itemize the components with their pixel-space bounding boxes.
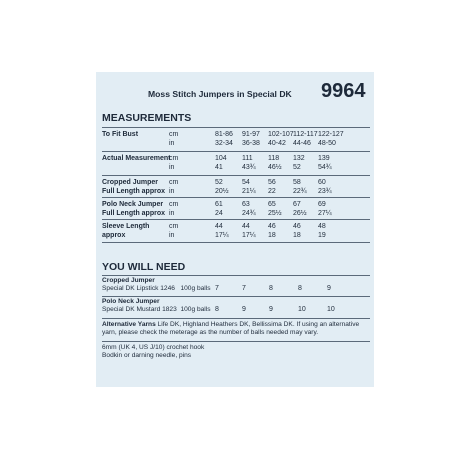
table-cell: 24¾ (242, 209, 256, 217)
table-row (102, 197, 370, 220)
table-cell: 18 (293, 231, 301, 239)
you-will-need-heading: YOU WILL NEED (102, 261, 186, 273)
table-cell: 46 (293, 223, 301, 230)
table-cell: 69 (318, 201, 326, 208)
table-cell: 32-34 (215, 139, 233, 147)
measurements-heading: MEASUREMENTS (102, 112, 192, 124)
row-label: Cropped Jumper (102, 179, 159, 186)
table-cell: 63 (242, 201, 250, 208)
table-cell: 18 (268, 231, 276, 239)
table-cell: 56 (268, 179, 276, 186)
row-label: Full Length approx (102, 209, 165, 217)
yarn-detail: Special DK Lipstick 1246 100g balls (102, 285, 211, 293)
table-cell: 44-46 (293, 139, 311, 147)
table-row (102, 151, 370, 174)
table-cell: 65 (268, 201, 276, 208)
table-cell: 48 (318, 223, 326, 230)
yarn-qty: 8 (215, 306, 219, 314)
table-cell: 44 (242, 223, 250, 230)
table-cell: 40-42 (268, 139, 286, 147)
table-cell: 23¾ (318, 187, 332, 195)
yarn-detail: Special DK Mustard 1823 100g balls (102, 306, 211, 314)
table-cell: 54 (242, 179, 250, 186)
row-label: Actual Measurement (102, 155, 171, 162)
unit-in: in (169, 231, 175, 239)
pattern-title: Moss Stitch Jumpers in Special DK (148, 89, 292, 99)
table-cell: 21¼ (242, 187, 256, 195)
table-row (102, 127, 370, 150)
unit-cm: cm (169, 155, 179, 162)
divider (102, 242, 370, 243)
unit-in: in (169, 187, 175, 195)
yarn-name: Cropped Jumper (102, 277, 155, 284)
table-cell: 118 (268, 155, 280, 162)
table-cell: 43¾ (242, 163, 256, 171)
yarn-qty: 8 (269, 285, 273, 293)
table-cell: 111 (242, 155, 253, 162)
pattern-header (148, 78, 370, 104)
unit-in: in (169, 139, 175, 147)
yarn-qty: 7 (215, 285, 219, 293)
table-cell: 102-107 (268, 131, 294, 138)
table-cell: 112-117 (293, 131, 318, 138)
table-cell: 17¼ (215, 231, 229, 239)
unit-cm: cm (169, 131, 179, 138)
table-cell: 54¾ (318, 163, 332, 171)
table-cell: 58 (293, 179, 301, 186)
table-cell: 104 (215, 155, 227, 162)
table-row (102, 219, 370, 242)
yarn-name: Polo Neck Jumper (102, 298, 160, 305)
yarn-qty: 10 (327, 306, 335, 314)
table-cell: 132 (293, 155, 305, 162)
divider (102, 341, 370, 342)
unit-in: in (169, 163, 175, 171)
unit-cm: cm (169, 179, 179, 186)
table-cell: 60 (318, 179, 326, 186)
table-cell: 122-127 (318, 131, 344, 138)
divider (102, 275, 370, 276)
table-cell: 139 (318, 155, 330, 162)
divider (102, 318, 370, 319)
table-cell: 46 (268, 223, 276, 230)
table-cell: 61 (215, 201, 223, 208)
yarn-qty: 9 (269, 306, 273, 314)
table-cell: 22¾ (293, 187, 307, 195)
unit-cm: cm (169, 201, 179, 208)
table-cell: 36-38 (242, 139, 260, 147)
row-label: Sleeve Length (102, 223, 150, 230)
table-cell: 41 (215, 163, 223, 171)
row-label: Polo Neck Jumper (102, 201, 164, 208)
pattern-info-card (96, 72, 374, 387)
table-cell: 91-97 (242, 131, 260, 138)
row-label: To Fit Bust (102, 131, 139, 138)
yarn-qty: 10 (298, 306, 306, 314)
yarn-qty: 9 (242, 306, 246, 314)
table-cell: 26½ (293, 209, 307, 217)
table-cell: 20½ (215, 187, 229, 195)
row-label: approx (102, 231, 126, 239)
pattern-number: 9964 (321, 80, 366, 102)
yarn-qty: 7 (242, 285, 246, 293)
divider (102, 296, 370, 297)
table-cell: 81-86 (215, 131, 233, 138)
table-cell: 25½ (268, 209, 282, 217)
table-cell: 46½ (268, 163, 282, 171)
table-cell: 24 (215, 209, 223, 217)
needle-requirement: Bodkin or darning needle, pins (102, 352, 192, 360)
alternative-yarns-note: Alternative Yarns Life DK, Highland Heathers DK, Bellissima DK. If using an alternative yarn, please check the meterage as the number of balls needed may vary. (102, 321, 360, 337)
hook-requirement: 6mm (UK 4, US J/10) crochet hook (102, 344, 205, 351)
table-cell: 44 (215, 223, 223, 230)
row-label: Full Length approx (102, 187, 165, 195)
yarn-qty: 9 (327, 285, 331, 293)
table-cell: 19 (318, 231, 326, 239)
yarn-qty: 8 (298, 285, 302, 293)
table-cell: 48-50 (318, 139, 336, 147)
table-cell: 52 (293, 163, 301, 171)
table-cell: 67 (293, 201, 301, 208)
table-cell: 22 (268, 187, 276, 195)
unit-in: in (169, 209, 175, 217)
table-cell: 27¼ (318, 209, 332, 217)
table-row (102, 175, 370, 198)
table-cell: 17¼ (242, 231, 256, 239)
table-cell: 52 (215, 179, 223, 186)
unit-cm: cm (169, 223, 179, 230)
